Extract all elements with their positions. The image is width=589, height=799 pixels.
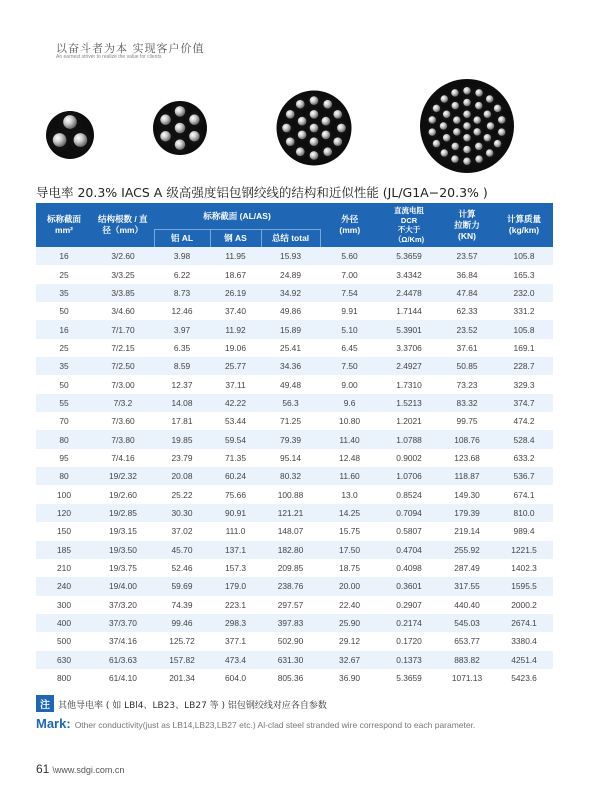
table-cell: 6.35	[154, 339, 210, 357]
table-cell: 7/3.80	[92, 430, 154, 448]
table-cell: 19/3.15	[92, 522, 154, 540]
table-cell: 1402.3	[495, 559, 553, 577]
table-cell: 2.4478	[379, 284, 439, 302]
table-cell: 0.3601	[379, 577, 439, 595]
table-cell: 0.8524	[379, 485, 439, 503]
header-area-group: 标称截面 (AL/AS)	[154, 203, 320, 230]
table-cell: 7/2.50	[92, 357, 154, 375]
table-cell: 29.12	[320, 632, 379, 650]
table-cell: 16	[36, 247, 92, 265]
table-cell: 7/3.60	[92, 412, 154, 430]
table-cell: 7/1.70	[92, 320, 154, 338]
table-cell: 4251.4	[495, 651, 553, 669]
table-cell: 19/4.00	[92, 577, 154, 595]
table-cell: 15.93	[261, 247, 320, 265]
table-row	[36, 541, 553, 559]
slogan-en: An earnest striver to realize the value for clients	[56, 54, 162, 60]
cable-37-strand-icon	[420, 79, 514, 173]
table-cell: 20.00	[320, 577, 379, 595]
table-cell: 14.08	[154, 394, 210, 412]
table-cell: 61/4.10	[92, 669, 154, 687]
note-text: 其他导电率 ( 如 LBl4、LB23、LB27 等 ) 铝包钢绞线对应各自参数	[58, 701, 327, 711]
table-cell: 331.2	[495, 302, 553, 320]
table-row	[36, 265, 553, 283]
table-cell: 123.68	[439, 449, 495, 467]
table-cell: 12.37	[154, 375, 210, 393]
specs-table-body	[36, 247, 553, 687]
mark-label: Mark:	[36, 716, 71, 731]
table-cell: 2000.2	[495, 596, 553, 614]
table-cell: 47.84	[439, 284, 495, 302]
table-cell: 36.90	[320, 669, 379, 687]
table-cell: 0.2174	[379, 614, 439, 632]
table-cell: 19/2.60	[92, 485, 154, 503]
header-total: 总结 total	[261, 230, 320, 248]
table-cell: 59.69	[154, 577, 210, 595]
table-cell: 182.80	[261, 541, 320, 559]
table-cell: 810.0	[495, 504, 553, 522]
table-cell: 255.92	[439, 541, 495, 559]
header-al: 铝 AL	[154, 230, 210, 248]
table-cell: 18.67	[210, 265, 261, 283]
table-row	[36, 504, 553, 522]
table-cell: 287.49	[439, 559, 495, 577]
table-cell: 30.30	[154, 504, 210, 522]
header-mass: 计算质量 (kg/km)	[495, 203, 553, 247]
table-cell: 99.46	[154, 614, 210, 632]
note	[36, 695, 327, 712]
table-cell: 3.3706	[379, 339, 439, 357]
table-row	[36, 596, 553, 614]
table-cell: 16	[36, 320, 92, 338]
table-cell: 374.7	[495, 394, 553, 412]
cable-19-strand-icon	[277, 91, 352, 166]
table-cell: 10.80	[320, 412, 379, 430]
table-cell: 37.11	[210, 375, 261, 393]
table-cell: 5.60	[320, 247, 379, 265]
table-cell: 20.08	[154, 467, 210, 485]
table-cell: 137.1	[210, 541, 261, 559]
mark-note	[36, 716, 475, 731]
table-cell: 238.76	[261, 577, 320, 595]
table-cell: 5.3659	[379, 247, 439, 265]
table-cell: 22.40	[320, 596, 379, 614]
table-cell: 37.61	[439, 339, 495, 357]
footer	[36, 762, 124, 776]
table-cell: 0.7094	[379, 504, 439, 522]
table-cell: 223.1	[210, 596, 261, 614]
table-cell: 17.81	[154, 412, 210, 430]
page-title: 导电率 20.3% IACS A 级高强度铝包钢绞线的结构和近似性能 (JL/G1A−20.3% )	[36, 185, 488, 200]
table-cell: 149.30	[439, 485, 495, 503]
table-cell: 32.67	[320, 651, 379, 669]
table-row	[36, 284, 553, 302]
header-as: 钢 AS	[210, 230, 261, 248]
table-cell: 8.59	[154, 357, 210, 375]
table-cell: 25.77	[210, 357, 261, 375]
header-outer-diameter: 外径 (mm)	[320, 203, 379, 247]
table-cell: 7/4.16	[92, 449, 154, 467]
table-cell: 13.0	[320, 485, 379, 503]
table-cell: 24.89	[261, 265, 320, 283]
table-cell: 3/2.60	[92, 247, 154, 265]
table-cell: 377.1	[210, 632, 261, 650]
table-cell: 5.3901	[379, 320, 439, 338]
table-cell: 99.75	[439, 412, 495, 430]
table-cell: 74.39	[154, 596, 210, 614]
table-cell: 7/2.15	[92, 339, 154, 357]
table-row	[36, 247, 553, 265]
table-cell: 50	[36, 302, 92, 320]
table-cell: 100	[36, 485, 92, 503]
table-cell: 7.54	[320, 284, 379, 302]
header-dcr: 直流电阻 DCR 不大于 （Ω/Km)	[379, 203, 439, 247]
table-cell: 7.00	[320, 265, 379, 283]
table-cell: 25.90	[320, 614, 379, 632]
table-cell: 633.2	[495, 449, 553, 467]
table-cell: 52.46	[154, 559, 210, 577]
table-row	[36, 302, 553, 320]
note-tag: 注	[36, 695, 54, 712]
table-cell: 37.40	[210, 302, 261, 320]
table-cell: 7/3.00	[92, 375, 154, 393]
table-cell: 500	[36, 632, 92, 650]
table-cell: 111.0	[210, 522, 261, 540]
table-cell: 5.3659	[379, 669, 439, 687]
table-cell: 179.0	[210, 577, 261, 595]
specs-table	[36, 203, 553, 687]
table-cell: 9.91	[320, 302, 379, 320]
table-cell: 3/4.60	[92, 302, 154, 320]
table-cell: 18.75	[320, 559, 379, 577]
table-cell: 6.22	[154, 265, 210, 283]
specs-table-container	[36, 203, 553, 687]
table-cell: 17.50	[320, 541, 379, 559]
table-cell: 62.33	[439, 302, 495, 320]
table-cell: 5.10	[320, 320, 379, 338]
table-cell: 11.40	[320, 430, 379, 448]
table-cell: 11.60	[320, 467, 379, 485]
table-cell: 105.8	[495, 247, 553, 265]
table-row	[36, 357, 553, 375]
table-row	[36, 651, 553, 669]
table-cell: 37/3.70	[92, 614, 154, 632]
table-cell: 989.4	[495, 522, 553, 540]
table-cell: 545.03	[439, 614, 495, 632]
table-cell: 653.77	[439, 632, 495, 650]
table-cell: 80.32	[261, 467, 320, 485]
table-cell: 80	[36, 430, 92, 448]
table-cell: 179.39	[439, 504, 495, 522]
table-cell: 157.82	[154, 651, 210, 669]
table-cell: 3.97	[154, 320, 210, 338]
table-row	[36, 614, 553, 632]
table-cell: 1595.5	[495, 577, 553, 595]
table-cell: 3.98	[154, 247, 210, 265]
table-row	[36, 320, 553, 338]
table-cell: 240	[36, 577, 92, 595]
table-cell: 100.88	[261, 485, 320, 503]
table-cell: 7/3.2	[92, 394, 154, 412]
table-cell: 15.75	[320, 522, 379, 540]
table-row	[36, 467, 553, 485]
table-cell: 118.87	[439, 467, 495, 485]
table-cell: 148.07	[261, 522, 320, 540]
table-cell: 49.86	[261, 302, 320, 320]
table-cell: 95	[36, 449, 92, 467]
table-cell: 604.0	[210, 669, 261, 687]
table-cell: 397.83	[261, 614, 320, 632]
table-cell: 12.46	[154, 302, 210, 320]
table-cell: 121.21	[261, 504, 320, 522]
page-number: 61	[36, 762, 50, 776]
table-cell: 49.48	[261, 375, 320, 393]
table-cell: 23.57	[439, 247, 495, 265]
table-cell: 19/3.75	[92, 559, 154, 577]
table-cell: 8.73	[154, 284, 210, 302]
table-cell: 474.2	[495, 412, 553, 430]
table-cell: 35	[36, 284, 92, 302]
table-cell: 71.25	[261, 412, 320, 430]
table-cell: 11.95	[210, 247, 261, 265]
table-cell: 120	[36, 504, 92, 522]
table-cell: 95.14	[261, 449, 320, 467]
table-cell: 71.35	[210, 449, 261, 467]
table-cell: 37/3.20	[92, 596, 154, 614]
table-cell: 1.5213	[379, 394, 439, 412]
table-cell: 59.54	[210, 430, 261, 448]
table-cell: 23.79	[154, 449, 210, 467]
table-cell: 34.36	[261, 357, 320, 375]
table-cell: 150	[36, 522, 92, 540]
table-cell: 45.70	[154, 541, 210, 559]
table-cell: 9.00	[320, 375, 379, 393]
table-cell: 674.1	[495, 485, 553, 503]
table-cell: 805.36	[261, 669, 320, 687]
header-nominal-area: 标称截面 mm²	[36, 203, 92, 247]
table-cell: 631.30	[261, 651, 320, 669]
table-cell: 201.34	[154, 669, 210, 687]
table-cell: 83.32	[439, 394, 495, 412]
header-structure: 结构根数 / 直 径（mm）	[92, 203, 154, 247]
table-row	[36, 394, 553, 412]
table-cell: 298.3	[210, 614, 261, 632]
table-cell: 34.92	[261, 284, 320, 302]
table-row	[36, 669, 553, 687]
table-cell: 1.0788	[379, 430, 439, 448]
table-row	[36, 430, 553, 448]
table-row	[36, 449, 553, 467]
table-cell: 73.23	[439, 375, 495, 393]
table-cell: 60.24	[210, 467, 261, 485]
table-cell: 25	[36, 265, 92, 283]
table-cell: 210	[36, 559, 92, 577]
table-cell: 3/3.25	[92, 265, 154, 283]
table-cell: 37/4.16	[92, 632, 154, 650]
table-cell: 0.4704	[379, 541, 439, 559]
table-cell: 55	[36, 394, 92, 412]
table-cell: 1221.5	[495, 541, 553, 559]
table-cell: 25.22	[154, 485, 210, 503]
table-cell: 26.19	[210, 284, 261, 302]
footer-url: \www.sdgi.com.cn	[52, 765, 125, 775]
table-cell: 53.44	[210, 412, 261, 430]
table-cell: 14.25	[320, 504, 379, 522]
table-cell: 19/3.50	[92, 541, 154, 559]
table-cell: 105.8	[495, 320, 553, 338]
table-cell: 1.7310	[379, 375, 439, 393]
table-cell: 61/3.63	[92, 651, 154, 669]
table-cell: 1.2021	[379, 412, 439, 430]
table-cell: 3.4342	[379, 265, 439, 283]
table-cell: 219.14	[439, 522, 495, 540]
table-cell: 1.0706	[379, 467, 439, 485]
table-cell: 56.3	[261, 394, 320, 412]
table-cell: 19.85	[154, 430, 210, 448]
table-cell: 157.3	[210, 559, 261, 577]
cable-7-strand-icon	[153, 101, 207, 155]
table-cell: 11.92	[210, 320, 261, 338]
table-cell: 883.82	[439, 651, 495, 669]
slogan-cn: 以奋斗者为本 实现客户价值	[56, 42, 205, 55]
table-cell: 2.4927	[379, 357, 439, 375]
table-cell: 0.1720	[379, 632, 439, 650]
table-cell: 25	[36, 339, 92, 357]
table-row	[36, 577, 553, 595]
table-row	[36, 375, 553, 393]
table-cell: 528.4	[495, 430, 553, 448]
table-cell: 300	[36, 596, 92, 614]
table-row	[36, 522, 553, 540]
table-cell: 0.5807	[379, 522, 439, 540]
table-cell: 79.39	[261, 430, 320, 448]
table-cell: 630	[36, 651, 92, 669]
table-cell: 50.85	[439, 357, 495, 375]
table-cell: 536.7	[495, 467, 553, 485]
table-cell: 15.89	[261, 320, 320, 338]
cable-cross-section-illustrations	[0, 70, 589, 180]
table-cell: 23.52	[439, 320, 495, 338]
table-cell: 0.2907	[379, 596, 439, 614]
table-cell: 440.40	[439, 596, 495, 614]
table-cell: 169.1	[495, 339, 553, 357]
table-row	[36, 412, 553, 430]
table-row	[36, 559, 553, 577]
table-cell: 473.4	[210, 651, 261, 669]
table-cell: 25.41	[261, 339, 320, 357]
table-cell: 209.85	[261, 559, 320, 577]
table-cell: 0.4098	[379, 559, 439, 577]
table-row	[36, 339, 553, 357]
table-cell: 19/2.32	[92, 467, 154, 485]
table-cell: 232.0	[495, 284, 553, 302]
table-cell: 0.1373	[379, 651, 439, 669]
table-cell: 80	[36, 467, 92, 485]
table-row	[36, 485, 553, 503]
table-cell: 37.02	[154, 522, 210, 540]
table-cell: 75.66	[210, 485, 261, 503]
table-cell: 165.3	[495, 265, 553, 283]
table-cell: 3/3.85	[92, 284, 154, 302]
table-cell: 502.90	[261, 632, 320, 650]
header-breaking-force: 计算 拉断力 (KN)	[439, 203, 495, 247]
table-cell: 70	[36, 412, 92, 430]
table-cell: 108.76	[439, 430, 495, 448]
table-cell: 35	[36, 357, 92, 375]
table-cell: 185	[36, 541, 92, 559]
table-cell: 19/2.85	[92, 504, 154, 522]
table-cell: 317.55	[439, 577, 495, 595]
table-cell: 1071.13	[439, 669, 495, 687]
table-cell: 297.57	[261, 596, 320, 614]
table-cell: 329.3	[495, 375, 553, 393]
table-cell: 125.72	[154, 632, 210, 650]
table-cell: 5423.6	[495, 669, 553, 687]
table-cell: 50	[36, 375, 92, 393]
table-cell: 800	[36, 669, 92, 687]
table-cell: 12.48	[320, 449, 379, 467]
table-row	[36, 632, 553, 650]
table-cell: 9.6	[320, 394, 379, 412]
table-cell: 2674.1	[495, 614, 553, 632]
table-cell: 1.7144	[379, 302, 439, 320]
mark-text: Other conductivity(just as LB14,LB23,LB27 etc.) Al-clad steel stranded wire correspond to each parameter.	[74, 720, 476, 730]
table-cell: 36.84	[439, 265, 495, 283]
table-cell: 3380.4	[495, 632, 553, 650]
cable-3-strand-icon	[46, 111, 94, 159]
table-cell: 7.50	[320, 357, 379, 375]
table-cell: 400	[36, 614, 92, 632]
table-cell: 42.22	[210, 394, 261, 412]
table-cell: 90.91	[210, 504, 261, 522]
table-cell: 19.06	[210, 339, 261, 357]
table-cell: 0.9002	[379, 449, 439, 467]
table-cell: 6.45	[320, 339, 379, 357]
table-cell: 228.7	[495, 357, 553, 375]
